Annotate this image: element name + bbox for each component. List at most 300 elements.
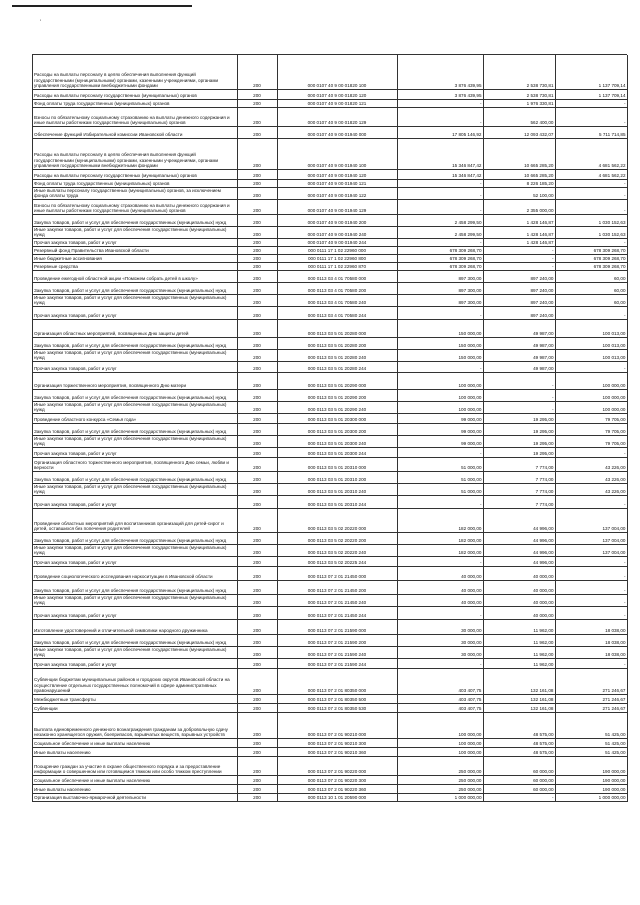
row-name: Прочая закупка товаров, работ и услуг xyxy=(33,238,237,246)
row-name: Поощрение граждан за участие в охране общественного порядка и за предоставление информации о совершенном или готовящемся тяжком или особо тяжком преступлении xyxy=(33,756,237,775)
row-budget-code: 000 0113 03 5 01 20310 244 xyxy=(277,495,397,508)
row-budget-code: 000 0113 03 5 02 20220 000 xyxy=(277,508,397,532)
row-admin-code: 200 xyxy=(237,556,277,566)
row-unexecuted-amount: 4 681 562,22 xyxy=(555,169,627,179)
table-row xyxy=(33,544,627,556)
row-approved-amount: 250 000,00 xyxy=(397,775,483,784)
row-unexecuted-amount: 137 004,00 xyxy=(555,508,627,532)
row-admin-code: 200 xyxy=(237,544,277,556)
table-row xyxy=(33,361,627,372)
row-admin-code: 200 xyxy=(237,199,277,214)
row-executed-amount: 19 295,00 xyxy=(483,447,555,457)
table-row xyxy=(33,169,627,179)
row-budget-code: 000 0113 07 2 01 90220 360 xyxy=(277,784,397,793)
row-name: Субвенции xyxy=(33,703,237,712)
row-budget-code: 000 0113 07 2 01 80350 500 xyxy=(277,694,397,703)
table-row xyxy=(33,703,627,712)
row-executed-amount: 1 428 146,87 xyxy=(483,226,555,238)
table-row xyxy=(33,471,627,483)
row-unexecuted-amount: 51 425,00 xyxy=(555,747,627,756)
row-unexecuted-amount: - xyxy=(555,495,627,508)
row-unexecuted-amount: 79 705,00 xyxy=(555,413,627,423)
row-executed-amount: 897 240,00 xyxy=(483,294,555,306)
row-budget-code: 000 0113 03 5 01 20280 000 xyxy=(277,319,397,337)
row-admin-code: 200 xyxy=(237,775,277,784)
row-name: Закупка товаров, работ и услуг для обеспечения государственных (муниципальных) нужд xyxy=(33,337,237,349)
row-executed-amount: 52 100,00 xyxy=(483,187,555,199)
row-approved-amount: 678 309 268,70 xyxy=(397,246,483,254)
row-admin-code: 200 xyxy=(237,138,277,169)
row-executed-amount: 1 428 146,87 xyxy=(483,214,555,226)
row-budget-code: 000 0113 07 2 01 90210 000 xyxy=(277,712,397,738)
row-executed-amount: 40 000,00 xyxy=(483,606,555,619)
row-unexecuted-amount: - xyxy=(555,238,627,246)
row-name: Взносы по обязательному социальному страхованию на выплаты денежного содержания и иные выплаты работникам государственных (муниципальных) органов xyxy=(33,107,237,126)
row-name: Социальное обеспечение и иные выплаты населению xyxy=(33,738,237,747)
table-row xyxy=(33,246,627,254)
row-admin-code: 200 xyxy=(237,457,277,471)
table-row xyxy=(33,413,627,423)
row-budget-code: 000 0113 03 4 01 70580 240 xyxy=(277,294,397,306)
table-row xyxy=(33,784,627,793)
row-budget-code: 000 0107 40 9 00 01940 200 xyxy=(277,214,397,226)
row-budget-code: 000 0113 07 2 01 21450 000 xyxy=(277,566,397,580)
row-name: Проведение социологического исследования наркоситуации в Ивановской области xyxy=(33,566,237,580)
row-unexecuted-amount: 190 000,00 xyxy=(555,784,627,793)
row-unexecuted-amount: 43 226,00 xyxy=(555,471,627,483)
table-row xyxy=(33,306,627,319)
row-executed-amount: 2 538 730,81 xyxy=(483,55,555,89)
row-unexecuted-amount: - xyxy=(555,658,627,668)
row-unexecuted-amount: 678 309 268,70 xyxy=(555,262,627,270)
table-row xyxy=(33,349,627,361)
row-executed-amount: 44 996,00 xyxy=(483,532,555,544)
row-approved-amount: 100 000,00 xyxy=(397,401,483,413)
table-row xyxy=(33,447,627,457)
row-approved-amount: 15 346 847,42 xyxy=(397,138,483,169)
table-row xyxy=(33,126,627,138)
row-approved-amount: 897 300,00 xyxy=(397,294,483,306)
row-budget-code: 000 0113 07 2 01 21450 240 xyxy=(277,594,397,606)
row-approved-amount: 51 000,00 xyxy=(397,457,483,471)
row-approved-amount: - xyxy=(397,306,483,319)
row-approved-amount: 15 346 847,42 xyxy=(397,169,483,179)
row-executed-amount: 60 000,00 xyxy=(483,784,555,793)
row-executed-amount: - xyxy=(483,262,555,270)
row-approved-amount: 182 000,00 xyxy=(397,532,483,544)
row-unexecuted-amount: 79 705,00 xyxy=(555,435,627,447)
row-executed-amount: 7 774,00 xyxy=(483,471,555,483)
row-budget-code: 000 0107 40 9 00 01940 240 xyxy=(277,226,397,238)
row-approved-amount: 40 000,00 xyxy=(397,566,483,580)
row-executed-amount: 49 987,00 xyxy=(483,349,555,361)
row-unexecuted-amount: 4 681 562,22 xyxy=(555,138,627,169)
row-name: Организация выставочно-ярмарочной деятельности xyxy=(33,793,237,801)
row-name: Прочая закупка товаров, работ и услуг xyxy=(33,361,237,372)
table-row xyxy=(33,619,627,634)
table-row xyxy=(33,775,627,784)
row-admin-code: 200 xyxy=(237,606,277,619)
row-unexecuted-amount: - xyxy=(555,107,627,126)
table-row xyxy=(33,226,627,238)
row-name: Субвенции бюджетам муниципальных районов и городских округов Ивановской области на осуществление отдельных государственных полномочий в сфере административных правонарушений xyxy=(33,668,237,694)
row-unexecuted-amount: - xyxy=(555,187,627,199)
row-executed-amount: 7 774,00 xyxy=(483,457,555,471)
row-approved-amount: 30 000,00 xyxy=(397,619,483,634)
row-executed-amount: 40 000,00 xyxy=(483,580,555,594)
row-name: Закупка товаров, работ и услуг для обеспечения государственных (муниципальных) нужд xyxy=(33,634,237,646)
row-executed-amount: 48 575,00 xyxy=(483,712,555,738)
row-unexecuted-amount: 271 246,67 xyxy=(555,694,627,703)
row-budget-code: 000 0113 07 2 01 21450 244 xyxy=(277,606,397,619)
row-budget-code: 000 0113 03 5 01 20290 000 xyxy=(277,372,397,389)
row-unexecuted-amount: 18 038,00 xyxy=(555,634,627,646)
row-executed-amount: 49 987,00 xyxy=(483,361,555,372)
row-executed-amount: - xyxy=(483,372,555,389)
row-executed-amount: 49 987,00 xyxy=(483,337,555,349)
row-executed-amount: 10 665 285,20 xyxy=(483,138,555,169)
row-approved-amount: 182 000,00 xyxy=(397,544,483,556)
row-unexecuted-amount: 100 000,00 xyxy=(555,401,627,413)
row-unexecuted-amount: 271 246,67 xyxy=(555,703,627,712)
row-name: Организация торжественного мероприятия, посвященного Дню матери xyxy=(33,372,237,389)
table-row xyxy=(33,238,627,246)
table-row xyxy=(33,747,627,756)
budget-report-table xyxy=(32,54,627,802)
row-name: Иные бюджетные ассигнования xyxy=(33,254,237,262)
row-budget-code: 000 0111 17 1 02 22960 800 xyxy=(277,254,397,262)
row-admin-code: 200 xyxy=(237,337,277,349)
row-executed-amount: 7 774,00 xyxy=(483,495,555,508)
row-admin-code: 200 xyxy=(237,214,277,226)
row-approved-amount: 1 000 000,00 xyxy=(397,793,483,801)
table-row xyxy=(33,270,627,282)
table-row xyxy=(33,389,627,401)
row-approved-amount: 100 000,00 xyxy=(397,372,483,389)
table-row xyxy=(33,532,627,544)
row-name: Взносы по обязательному социальному страхованию на выплаты денежного содержания и иные выплаты работникам государственных (муниципальных) органов xyxy=(33,199,237,214)
row-unexecuted-amount: 137 004,00 xyxy=(555,544,627,556)
row-budget-code: 000 0113 03 5 01 20300 240 xyxy=(277,435,397,447)
row-executed-amount: 897 240,00 xyxy=(483,270,555,282)
row-budget-code: 000 0113 07 2 01 90210 300 xyxy=(277,738,397,747)
row-budget-code: 000 0113 07 2 01 90220 300 xyxy=(277,775,397,784)
row-admin-code: 200 xyxy=(237,169,277,179)
row-name: Иные выплаты персоналу государственных (муниципальных) органов, за исключением фонда оплаты труда xyxy=(33,187,237,199)
row-admin-code: 200 xyxy=(237,262,277,270)
table-row xyxy=(33,294,627,306)
row-budget-code: 000 0107 40 9 00 01940 000 xyxy=(277,126,397,138)
table-row xyxy=(33,694,627,703)
row-budget-code: 000 0113 07 2 01 21590 000 xyxy=(277,619,397,634)
row-name: Организация областных мероприятий, посвященных Дню защиты детей xyxy=(33,319,237,337)
row-name: Иные закупки товаров, работ и услуг для обеспечения государственных (муниципальных) нужд xyxy=(33,646,237,658)
row-name: Закупка товаров, работ и услуг для обеспечения государственных (муниципальных) нужд xyxy=(33,532,237,544)
row-executed-amount: 48 575,00 xyxy=(483,747,555,756)
row-approved-amount: 150 000,00 xyxy=(397,337,483,349)
row-admin-code: 200 xyxy=(237,55,277,89)
row-name: Иные закупки товаров, работ и услуг для обеспечения государственных (муниципальных) нужд xyxy=(33,349,237,361)
row-executed-amount: 12 093 432,07 xyxy=(483,126,555,138)
row-admin-code: 200 xyxy=(237,361,277,372)
row-unexecuted-amount: - xyxy=(555,199,627,214)
row-approved-amount: 100 000,00 xyxy=(397,747,483,756)
row-budget-code: 000 0107 40 9 00 01940 100 xyxy=(277,138,397,169)
row-approved-amount: 2 458 299,50 xyxy=(397,226,483,238)
row-admin-code: 200 xyxy=(237,580,277,594)
table-row xyxy=(33,401,627,413)
row-admin-code: 200 xyxy=(237,270,277,282)
row-name: Расходы на выплаты персоналу государственных (муниципальных) органов xyxy=(33,169,237,179)
table-row xyxy=(33,435,627,447)
row-name: Изготовление удостоверений и отличительной символики народного дружинника xyxy=(33,619,237,634)
table-row xyxy=(33,634,627,646)
row-approved-amount: 897 300,00 xyxy=(397,270,483,282)
row-approved-amount: 897 300,00 xyxy=(397,282,483,294)
row-admin-code: 200 xyxy=(237,738,277,747)
row-budget-code: 000 0107 40 9 00 01820 129 xyxy=(277,107,397,126)
table-row xyxy=(33,668,627,694)
row-budget-code: 000 0113 03 5 01 20300 200 xyxy=(277,423,397,435)
row-budget-code: 000 0113 03 5 01 20310 200 xyxy=(277,471,397,483)
row-executed-amount: - xyxy=(483,246,555,254)
row-executed-amount: 897 240,00 xyxy=(483,282,555,294)
row-budget-code: 000 0113 03 5 01 20290 200 xyxy=(277,389,397,401)
row-name: Иные закупки товаров, работ и услуг для обеспечения государственных (муниципальных) нужд xyxy=(33,401,237,413)
row-name: Иные закупки товаров, работ и услуг для обеспечения государственных (муниципальных) нужд xyxy=(33,294,237,306)
row-approved-amount: 40 000,00 xyxy=(397,580,483,594)
table-row xyxy=(33,254,627,262)
row-executed-amount: - xyxy=(483,793,555,801)
row-budget-code: 000 0113 07 2 01 21590 200 xyxy=(277,634,397,646)
row-name: Резервные средства xyxy=(33,262,237,270)
row-approved-amount: 99 000,00 xyxy=(397,423,483,435)
row-admin-code: 200 xyxy=(237,226,277,238)
row-approved-amount: 678 309 268,70 xyxy=(397,254,483,262)
row-executed-amount: 7 774,00 xyxy=(483,483,555,495)
row-approved-amount: 403 407,75 xyxy=(397,703,483,712)
row-approved-amount: 403 407,75 xyxy=(397,694,483,703)
row-admin-code: 200 xyxy=(237,107,277,126)
row-executed-amount: 40 000,00 xyxy=(483,594,555,606)
row-approved-amount: 100 000,00 xyxy=(397,389,483,401)
row-admin-code: 200 xyxy=(237,694,277,703)
row-admin-code: 200 xyxy=(237,747,277,756)
row-executed-amount: 2 538 730,81 xyxy=(483,89,555,99)
row-unexecuted-amount: 100 013,00 xyxy=(555,349,627,361)
row-admin-code: 200 xyxy=(237,793,277,801)
row-executed-amount: 19 295,00 xyxy=(483,423,555,435)
row-admin-code: 200 xyxy=(237,594,277,606)
row-name: Закупка товаров, работ и услуг для обеспечения государственных (муниципальных) нужд xyxy=(33,389,237,401)
row-approved-amount: - xyxy=(397,179,483,187)
table-row xyxy=(33,55,627,89)
row-unexecuted-amount: 51 425,00 xyxy=(555,738,627,747)
row-admin-code: 200 xyxy=(237,126,277,138)
row-executed-amount: 60 000,00 xyxy=(483,775,555,784)
row-unexecuted-amount: 190 000,00 xyxy=(555,756,627,775)
row-name: Прочая закупка товаров, работ и услуг xyxy=(33,447,237,457)
row-unexecuted-amount: 1 030 152,63 xyxy=(555,226,627,238)
row-admin-code: 200 xyxy=(237,471,277,483)
row-admin-code: 200 xyxy=(237,784,277,793)
row-approved-amount: 100 000,00 xyxy=(397,738,483,747)
row-budget-code: 000 0113 03 5 01 20300 000 xyxy=(277,413,397,423)
row-unexecuted-amount: 1 137 709,14 xyxy=(555,55,627,89)
table-row xyxy=(33,566,627,580)
row-name: Проведение ежегодной областной акции «Поможем собрать детей в школу» xyxy=(33,270,237,282)
row-admin-code: 200 xyxy=(237,495,277,508)
row-approved-amount: - xyxy=(397,238,483,246)
row-admin-code: 200 xyxy=(237,349,277,361)
row-name: Иные выплаты населению xyxy=(33,784,237,793)
table-row xyxy=(33,319,627,337)
row-executed-amount: 19 295,00 xyxy=(483,435,555,447)
table-row xyxy=(33,495,627,508)
row-name: Выплата единовременного денежного вознаграждения гражданам за добровольную сдачу незаконно хранящегося оружия, боеприпасов, взрывчатых веществ, взрывных устройств xyxy=(33,712,237,738)
row-name: Прочая закупка товаров, работ и услуг xyxy=(33,556,237,566)
row-unexecuted-amount: 678 309 268,70 xyxy=(555,246,627,254)
row-admin-code: 200 xyxy=(237,703,277,712)
row-name: Закупка товаров, работ и услуг для обеспечения государственных (муниципальных) нужд xyxy=(33,423,237,435)
row-name: Закупка товаров, работ и услуг для обеспечения государственных (муниципальных) нужд xyxy=(33,214,237,226)
row-executed-amount: - xyxy=(483,389,555,401)
table-row xyxy=(33,282,627,294)
row-name: Закупка товаров, работ и услуг для обеспечения государственных (муниципальных) нужд xyxy=(33,580,237,594)
row-name: Иные закупки товаров, работ и услуг для обеспечения государственных (муниципальных) нужд xyxy=(33,544,237,556)
table-row xyxy=(33,756,627,775)
row-name: Проведение областных мероприятий для воспитанников организаций для детей-сирот и детей, оставшихся без попечения родителей xyxy=(33,508,237,532)
row-budget-code: 000 0113 03 5 01 20290 240 xyxy=(277,401,397,413)
row-name: Иные закупки товаров, работ и услуг для обеспечения государственных (муниципальных) нужд xyxy=(33,226,237,238)
table-row xyxy=(33,214,627,226)
row-approved-amount: 2 458 299,50 xyxy=(397,214,483,226)
row-admin-code: 200 xyxy=(237,658,277,668)
row-unexecuted-amount: 100 013,00 xyxy=(555,319,627,337)
row-admin-code: 200 xyxy=(237,447,277,457)
row-budget-code: 000 0111 17 1 02 22960 000 xyxy=(277,246,397,254)
row-budget-code: 000 0113 03 5 01 20280 244 xyxy=(277,361,397,372)
row-admin-code: 200 xyxy=(237,483,277,495)
row-budget-code: 000 0113 07 2 01 21590 240 xyxy=(277,646,397,658)
row-unexecuted-amount: 51 425,00 xyxy=(555,712,627,738)
row-executed-amount: 10 665 285,20 xyxy=(483,169,555,179)
row-name: Закупка товаров, работ и услуг для обеспечения государственных (муниципальных) нужд xyxy=(33,282,237,294)
table-row xyxy=(33,423,627,435)
row-approved-amount: - xyxy=(397,187,483,199)
row-approved-amount: 3 876 439,95 xyxy=(397,89,483,99)
row-approved-amount: 678 309 268,70 xyxy=(397,262,483,270)
row-approved-amount: - xyxy=(397,495,483,508)
table-row xyxy=(33,712,627,738)
row-admin-code: 200 xyxy=(237,306,277,319)
row-unexecuted-amount: 43 226,00 xyxy=(555,457,627,471)
row-admin-code: 200 xyxy=(237,179,277,187)
row-name: Организация областного торжественного мероприятия, посвященного Дню семьи, любви и верности xyxy=(33,457,237,471)
row-unexecuted-amount: 18 038,00 xyxy=(555,619,627,634)
row-unexecuted-amount: 100 000,00 xyxy=(555,372,627,389)
row-admin-code: 200 xyxy=(237,634,277,646)
row-unexecuted-amount: - xyxy=(555,594,627,606)
row-executed-amount: 1 428 146,87 xyxy=(483,238,555,246)
row-executed-amount: 8 226 185,20 xyxy=(483,179,555,187)
row-name: Межбюджетные трансферты xyxy=(33,694,237,703)
row-admin-code: 200 xyxy=(237,319,277,337)
row-executed-amount: 11 962,00 xyxy=(483,619,555,634)
row-executed-amount: 48 575,00 xyxy=(483,738,555,747)
row-name: Резервный фонд Правительства Ивановской области xyxy=(33,246,237,254)
row-approved-amount: - xyxy=(397,199,483,214)
row-name: Проведение областного конкурса «Семья года» xyxy=(33,413,237,423)
row-approved-amount: 150 000,00 xyxy=(397,349,483,361)
row-approved-amount: 30 000,00 xyxy=(397,634,483,646)
row-budget-code: 000 0113 03 5 01 20310 000 xyxy=(277,457,397,471)
row-name: Иные закупки товаров, работ и услуг для обеспечения государственных (муниципальных) нужд xyxy=(33,483,237,495)
row-budget-code: 000 0113 07 2 01 21450 200 xyxy=(277,580,397,594)
table-row xyxy=(33,483,627,495)
row-admin-code: 200 xyxy=(237,712,277,738)
row-budget-code: 000 0107 40 9 00 01940 120 xyxy=(277,169,397,179)
row-budget-code: 000 0113 07 2 01 80350 000 xyxy=(277,668,397,694)
row-budget-code: 000 0107 40 9 00 01940 121 xyxy=(277,179,397,187)
row-budget-code: 000 0107 40 9 00 01820 121 xyxy=(277,99,397,107)
row-approved-amount: 100 000,00 xyxy=(397,712,483,738)
row-unexecuted-amount: - xyxy=(555,361,627,372)
row-approved-amount: - xyxy=(397,361,483,372)
row-budget-code: 000 0107 40 9 00 01940 129 xyxy=(277,199,397,214)
row-admin-code: 200 xyxy=(237,756,277,775)
table-row xyxy=(33,457,627,471)
table-row xyxy=(33,556,627,566)
table-row xyxy=(33,658,627,668)
row-name: Прочая закупка товаров, работ и услуг xyxy=(33,495,237,508)
table-row xyxy=(33,179,627,187)
table-row xyxy=(33,187,627,199)
row-approved-amount: 182 000,00 xyxy=(397,508,483,532)
row-executed-amount: 132 161,08 xyxy=(483,703,555,712)
row-unexecuted-amount: - xyxy=(555,580,627,594)
row-budget-code: 000 0113 07 2 01 90220 000 xyxy=(277,756,397,775)
row-approved-amount: - xyxy=(397,447,483,457)
row-admin-code: 200 xyxy=(237,401,277,413)
row-executed-amount: 11 962,00 xyxy=(483,634,555,646)
row-name: Расходы на выплаты персоналу государственных (муниципальных) органов xyxy=(33,89,237,99)
row-unexecuted-amount: - xyxy=(555,306,627,319)
row-executed-amount: 44 996,00 xyxy=(483,544,555,556)
row-approved-amount: 150 000,00 xyxy=(397,319,483,337)
row-unexecuted-amount: - xyxy=(555,447,627,457)
row-budget-code: 000 0113 07 2 01 21590 244 xyxy=(277,658,397,668)
row-approved-amount: 99 000,00 xyxy=(397,435,483,447)
row-unexecuted-amount: 100 013,00 xyxy=(555,337,627,349)
row-unexecuted-amount: 43 226,00 xyxy=(555,483,627,495)
row-approved-amount: 51 000,00 xyxy=(397,471,483,483)
row-unexecuted-amount: 60,00 xyxy=(555,270,627,282)
row-budget-code: 000 0113 03 5 02 20220 200 xyxy=(277,532,397,544)
row-executed-amount: 11 962,00 xyxy=(483,646,555,658)
row-executed-amount: 44 996,00 xyxy=(483,508,555,532)
table-row xyxy=(33,199,627,214)
table-row xyxy=(33,372,627,389)
row-executed-amount: 19 295,00 xyxy=(483,413,555,423)
row-budget-code: 000 0107 40 9 00 01940 122 xyxy=(277,187,397,199)
row-admin-code: 200 xyxy=(237,413,277,423)
row-admin-code: 200 xyxy=(237,508,277,532)
row-budget-code: 000 0113 03 4 01 70580 244 xyxy=(277,306,397,319)
row-budget-code: 000 0107 40 9 00 01940 244 xyxy=(277,238,397,246)
row-admin-code: 200 xyxy=(237,89,277,99)
row-unexecuted-amount: 1 137 709,14 xyxy=(555,89,627,99)
